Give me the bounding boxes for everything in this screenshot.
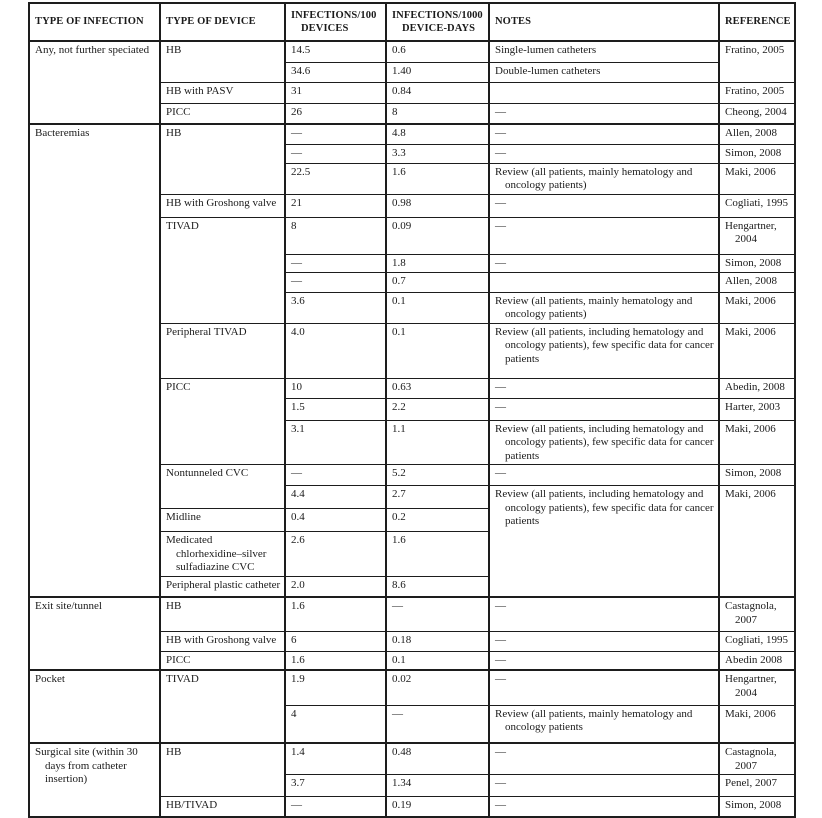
cell-reference: Simon, 2008 [719, 144, 795, 163]
cell-reference: Allen, 2008 [719, 272, 795, 292]
cell-reference: Penel, 2007 [719, 775, 795, 797]
cell-type-of-infection: Surgical site (within 30 days from catheter insertion) [29, 743, 160, 817]
cell-reference: Abedin 2008 [719, 651, 795, 670]
cell-notes: — [489, 254, 719, 272]
cell-infections-per-100-devices: — [285, 124, 386, 144]
cell-type-of-device: TIVAD [160, 217, 285, 323]
cell-infections-per-100-devices: 6 [285, 631, 386, 651]
table-header [29, 3, 795, 41]
cell-reference: Maki, 2006 [719, 163, 795, 194]
col-header-infections-per-1000-device-days: INFECTIONS/1000 DEVICE-DAYS [386, 3, 489, 41]
cell-infections-per-1000-device-days: 0.18 [386, 631, 489, 651]
cell-type-of-device: HB [160, 41, 285, 82]
cell-notes: — [489, 743, 719, 775]
cell-notes: Double-lumen catheters [489, 62, 719, 82]
cell-notes: Review (all patients, including hematology and oncology patients), few specific data for cancer patients [489, 486, 719, 598]
cell-infections-per-1000-device-days: 3.3 [386, 144, 489, 163]
cell-type-of-device: Medicated chlorhexidine–silver sulfadiazine CVC [160, 532, 285, 577]
cell-infections-per-100-devices: 1.9 [285, 670, 386, 705]
cell-infections-per-1000-device-days: 0.1 [386, 323, 489, 378]
cell-infections-per-1000-device-days: 8 [386, 103, 489, 124]
cell-reference: Abedin, 2008 [719, 378, 795, 398]
cell-reference: Cogliati, 1995 [719, 194, 795, 217]
cell-infections-per-100-devices: — [285, 254, 386, 272]
cell-infections-per-100-devices: 0.4 [285, 509, 386, 532]
cell-notes: — [489, 775, 719, 797]
cell-infections-per-1000-device-days: 1.34 [386, 775, 489, 797]
cell-type-of-device: HB [160, 124, 285, 194]
cell-reference: Maki, 2006 [719, 323, 795, 378]
cell-notes [489, 82, 719, 103]
cell-infections-per-1000-device-days: 1.6 [386, 163, 489, 194]
cell-infections-per-100-devices: 3.1 [285, 420, 386, 465]
cell-infections-per-100-devices: 2.6 [285, 532, 386, 577]
cell-reference: Fratino, 2005 [719, 41, 795, 82]
cell-reference: Simon, 2008 [719, 254, 795, 272]
header-row [29, 3, 795, 41]
cell-infections-per-1000-device-days: 0.84 [386, 82, 489, 103]
cell-infections-per-1000-device-days: 0.2 [386, 509, 489, 532]
cell-infections-per-100-devices: 22.5 [285, 163, 386, 194]
cell-notes [489, 272, 719, 292]
cell-reference: Simon, 2008 [719, 465, 795, 486]
cell-infections-per-1000-device-days: 1.6 [386, 532, 489, 577]
cell-infections-per-100-devices: 3.7 [285, 775, 386, 797]
cell-type-of-infection: Bacteremias [29, 124, 160, 597]
cell-infections-per-1000-device-days: 0.19 [386, 797, 489, 817]
cell-notes: — [489, 651, 719, 670]
cell-type-of-device: PICC [160, 651, 285, 670]
cell-infections-per-1000-device-days: 0.98 [386, 194, 489, 217]
cell-infections-per-1000-device-days: 0.7 [386, 272, 489, 292]
cell-type-of-device: Nontunneled CVC [160, 465, 285, 509]
cell-notes: — [489, 465, 719, 486]
cell-infections-per-100-devices: 1.4 [285, 743, 386, 775]
cell-infections-per-100-devices: 10 [285, 378, 386, 398]
cell-infections-per-100-devices: 8 [285, 217, 386, 254]
cell-reference: Maki, 2006 [719, 420, 795, 465]
cell-infections-per-100-devices: — [285, 797, 386, 817]
col-header-reference: REFERENCE [719, 3, 795, 41]
cell-notes: — [489, 670, 719, 705]
cell-reference: Hengartner, 2004 [719, 217, 795, 254]
cell-notes: Review (all patients, mainly hematology and oncology patients) [489, 292, 719, 323]
table-body [29, 41, 795, 817]
cell-reference: Harter, 2003 [719, 398, 795, 420]
cell-infections-per-1000-device-days: — [386, 597, 489, 631]
cell-infections-per-1000-device-days: 0.1 [386, 292, 489, 323]
cell-reference: Maki, 2006 [719, 292, 795, 323]
cell-notes: Review (all patients, including hematology and oncology patients), few specific data for cancer patients [489, 420, 719, 465]
cell-type-of-device: HB [160, 743, 285, 797]
cell-infections-per-100-devices: 4 [285, 705, 386, 743]
cell-infections-per-100-devices: 4.0 [285, 323, 386, 378]
cell-type-of-infection: Exit site/tunnel [29, 597, 160, 670]
cell-infections-per-100-devices: 34.6 [285, 62, 386, 82]
cell-infections-per-100-devices: 21 [285, 194, 386, 217]
cell-infections-per-1000-device-days: 1.40 [386, 62, 489, 82]
cell-type-of-device: PICC [160, 378, 285, 465]
cell-notes: — [489, 631, 719, 651]
cell-infections-per-1000-device-days: 2.2 [386, 398, 489, 420]
cell-reference: Hengartner, 2004 [719, 670, 795, 705]
cell-infections-per-1000-device-days: 4.8 [386, 124, 489, 144]
col-header-infections-per-100-devices: INFECTIONS/100 DEVICES [285, 3, 386, 41]
table-row [29, 41, 795, 62]
cell-notes: Review (all patients, mainly hematology and oncology patients [489, 705, 719, 743]
table-row [29, 597, 795, 631]
cell-notes: — [489, 378, 719, 398]
cell-infections-per-100-devices: 3.6 [285, 292, 386, 323]
cell-notes: — [489, 797, 719, 817]
infection-device-table [28, 2, 796, 818]
cell-notes: — [489, 217, 719, 254]
cell-notes: — [489, 194, 719, 217]
cell-reference: Cheong, 2004 [719, 103, 795, 124]
cell-reference: Maki, 2006 [719, 486, 795, 598]
cell-type-of-infection: Pocket [29, 670, 160, 743]
cell-type-of-device: HB with Groshong valve [160, 631, 285, 651]
cell-infections-per-1000-device-days: 0.6 [386, 41, 489, 62]
cell-infections-per-1000-device-days: 8.6 [386, 576, 489, 597]
table-row [29, 124, 795, 144]
table-row [29, 670, 795, 705]
col-header-type-of-infection: TYPE OF INFECTION [29, 3, 160, 41]
cell-infections-per-1000-device-days: 0.63 [386, 378, 489, 398]
cell-reference: Fratino, 2005 [719, 82, 795, 103]
cell-infections-per-1000-device-days: 0.09 [386, 217, 489, 254]
cell-type-of-device: PICC [160, 103, 285, 124]
cell-infections-per-100-devices: 26 [285, 103, 386, 124]
cell-reference: Allen, 2008 [719, 124, 795, 144]
cell-notes: Single-lumen catheters [489, 41, 719, 62]
cell-infections-per-100-devices: 1.6 [285, 597, 386, 631]
cell-notes: — [489, 597, 719, 631]
table-row [29, 743, 795, 775]
cell-notes: Review (all patients, mainly hematology and oncology patients) [489, 163, 719, 194]
cell-infections-per-100-devices: 4.4 [285, 486, 386, 509]
cell-type-of-device: Peripheral plastic catheter [160, 576, 285, 597]
cell-notes: — [489, 398, 719, 420]
col-header-notes: NOTES [489, 3, 719, 41]
cell-type-of-device: HB [160, 597, 285, 631]
cell-type-of-device: Peripheral TIVAD [160, 323, 285, 378]
cell-notes: — [489, 103, 719, 124]
cell-infections-per-1000-device-days: 5.2 [386, 465, 489, 486]
cell-reference: Maki, 2006 [719, 705, 795, 743]
cell-type-of-device: HB/TIVAD [160, 797, 285, 817]
cell-infections-per-100-devices: — [285, 465, 386, 486]
cell-infections-per-100-devices: 1.5 [285, 398, 386, 420]
cell-reference: Simon, 2008 [719, 797, 795, 817]
cell-infections-per-1000-device-days: — [386, 705, 489, 743]
cell-reference: Castagnola, 2007 [719, 597, 795, 631]
cell-type-of-device: HB with Groshong valve [160, 194, 285, 217]
cell-notes: — [489, 124, 719, 144]
cell-infections-per-100-devices: — [285, 144, 386, 163]
cell-infections-per-1000-device-days: 0.48 [386, 743, 489, 775]
cell-type-of-infection: Any, not further speciated [29, 41, 160, 124]
cell-type-of-device: TIVAD [160, 670, 285, 743]
cell-type-of-device: Midline [160, 509, 285, 532]
cell-infections-per-1000-device-days: 1.8 [386, 254, 489, 272]
cell-infections-per-100-devices: 31 [285, 82, 386, 103]
cell-infections-per-1000-device-days: 0.02 [386, 670, 489, 705]
cell-reference: Castagnola, 2007 [719, 743, 795, 775]
cell-notes: Review (all patients, including hematology and oncology patients), few specific data for cancer patients [489, 323, 719, 378]
cell-infections-per-1000-device-days: 1.1 [386, 420, 489, 465]
cell-infections-per-100-devices: 14.5 [285, 41, 386, 62]
cell-reference: Cogliati, 1995 [719, 631, 795, 651]
cell-infections-per-1000-device-days: 0.1 [386, 651, 489, 670]
col-header-type-of-device: TYPE OF DEVICE [160, 3, 285, 41]
cell-infections-per-1000-device-days: 2.7 [386, 486, 489, 509]
cell-infections-per-100-devices: 2.0 [285, 576, 386, 597]
cell-infections-per-100-devices: — [285, 272, 386, 292]
cell-notes: — [489, 144, 719, 163]
cell-infections-per-100-devices: 1.6 [285, 651, 386, 670]
cell-type-of-device: HB with PASV [160, 82, 285, 103]
